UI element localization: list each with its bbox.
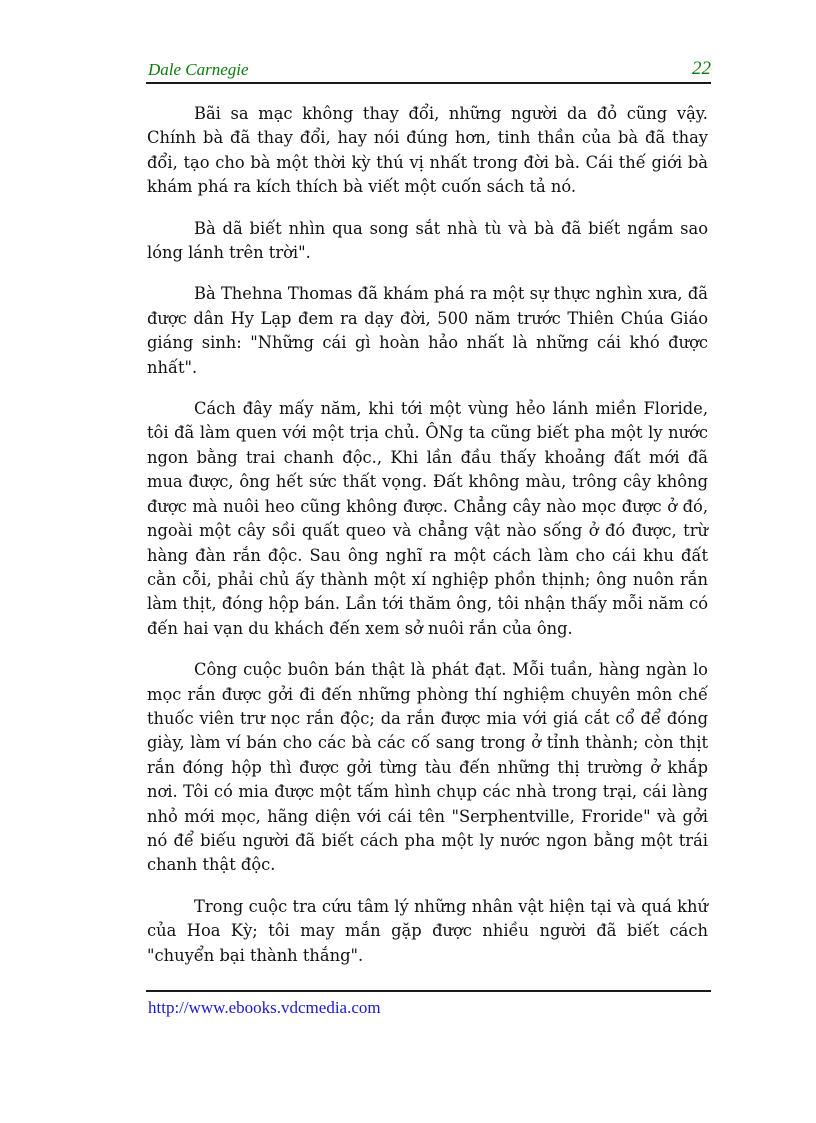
paragraph: Bãi sa mạc không thay đổi, những người da đỏ cũng vậy. Chính bà đã thay đổi, hay nói đúng hơn, tinh thần của bà đã thay đổi, tạo cho bà một thời kỳ thú vị nhất trong đời bà. Cái thế giới bà khám phá ra kích thích bà viết một cuốn sách tả nó. [147, 104, 708, 197]
paragraph: Bà Thehna Thomas đã khám phá ra một sự thực nghìn xưa, đã được dân Hy Lạp đem ra dạy đời, 500 năm trước Thiên Chúa Giáo giáng sinh: "Những cái gì hoàn hảo nhất là những cái khó được nhất". [147, 284, 708, 377]
paragraph: Trong cuộc tra cứu tâm lý những nhân vật hiện tại và quá khứ của Hoa Kỳ; tôi may mắn gặp được nhiều người đã biết cách "chuyển bại thành thắng". [147, 896, 708, 965]
page-number: 22 [692, 58, 711, 79]
page-body [147, 102, 708, 985]
header-author: Dale Carnegie [148, 60, 249, 79]
paragraph: Công cuộc buôn bán thật là phát đạt. Mỗi tuần, hàng ngàn lo mọc rắn được gởi đi đến những phòng thí nghiệm chuyên môn chế thuốc viên trư nọc rắn độc; da rắn được mia với giá cắt cổ để đóng giày, làm ví bán cho các bà các cố sang trong ở tỉnh thành; còn thịt rắn đóng hộp thì được gởi từng tàu đến những thị trường ở khắp nơi. Tôi có mia được một tấm hình chụp các nhà trong trại, cái làng nhỏ mới mọc, hãng diện với cái tên "Serphentville, Froride" và gởi nó để biếu người đã biết cách pha một ly nước ngon bằng một trái chanh thật độc. [147, 660, 708, 875]
footer-divider [146, 990, 711, 992]
page-header [146, 58, 711, 84]
paragraph: Cách đây mấy năm, khi tới một vùng hẻo lánh miền Floride, tôi đã làm quen với một trịa chủ. ÔNg ta cũng biết pha một ly nước ngon bằng trai chanh độc., Khi lần đầu thấy khoảng đất mới đã mua được, ông hết sức thất vọng. Đất không màu, trông cây không được mà nuôi heo cũng không được. Chẳng cây nào mọc được ở đó, ngoài một cây sồi quất queo và chẳng vật nào sống ở đó được, trừ hàng đàn rắn độc. Sau ông nghĩ ra một cách làm cho cái khu đất cằn cỗi, phải chủ ấy thành một xí nghiệp phồn thịnh; ông nuôn rắn làm thịt, đóng hộp bán. Lần tới thăm ông, tôi nhận thấy mỗi năm có đến hai vạn du khách đến xem sở nuôi rắn của ông. [147, 399, 708, 638]
paragraph: Bà dã biết nhìn qua song sắt nhà tù và bà đã biết ngắm sao lóng lánh trên trời". [147, 218, 708, 263]
footer-url-link[interactable]: http://www.ebooks.vdcmedia.com [148, 998, 381, 1017]
